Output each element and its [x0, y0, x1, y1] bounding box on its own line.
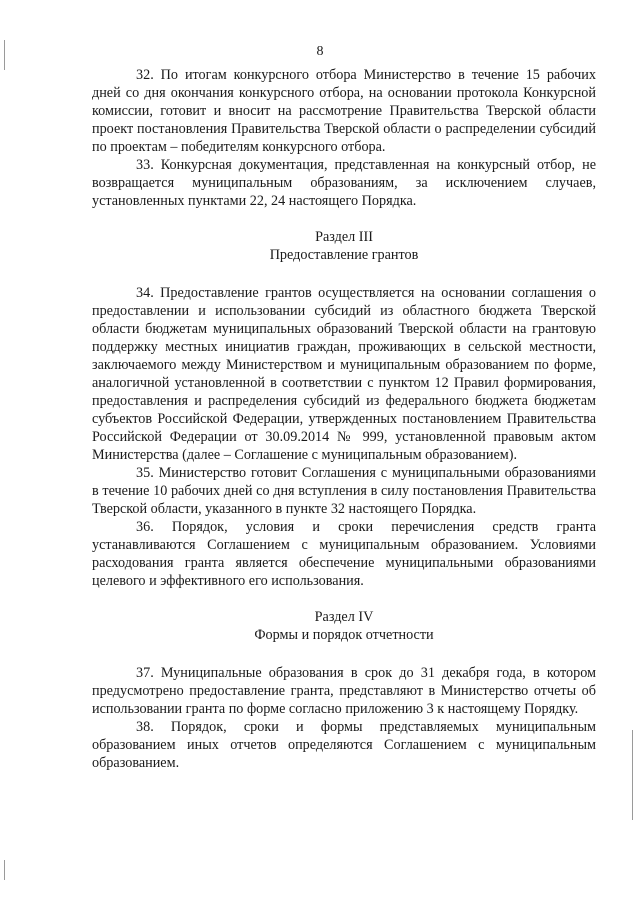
scan-edge-mark-right: [632, 730, 633, 820]
paragraph-38: 38. Порядок, сроки и формы представляемых муниципальным образованием иных отчетов определяются Соглашением с муниципальным образованием.: [92, 719, 596, 771]
document-body: [92, 66, 596, 772]
page-number: 8: [316, 44, 324, 59]
paragraph-33: 33. Конкурсная документация, представленная на конкурсный отбор, не возвращается муниципальным образованиям, за исключением случаев, установленных пунктами 22, 24 настоящего Порядка.: [92, 157, 596, 209]
paragraph-34: 34. Предоставление грантов осуществляется на основании соглашения о предоставлении и использовании субсидий из областного бюджета Тверской области бюджетам муниципальных образований Тверской области на грантовую поддержку местных инициатив граждан, проживающих в сельской местности, заключаемого между Министерством и муниципальным образованием по форме, аналогичной установленной в соответствии с пунктом 12 Правил формирования, предоставления и распределения субсидий из федерального бюджета бюджетам субъектов Российской Федерации, утвержденных постановлением Правительства Российской Федерации от 30.09.2014 № 999, установленной правовым актом Министерства (далее – Соглашение с муниципальным образованием).: [92, 285, 596, 463]
scan-edge-mark-left: [4, 40, 5, 70]
scan-edge-mark-left-bottom: [4, 860, 5, 880]
paragraph-36: 36. Порядок, условия и сроки перечисления средств гранта устанавливаются Соглашением с муниципальным образованием. Условиями расходования гранта является обеспечение муниципальными образованиями целевого и эффективного его использования.: [92, 519, 596, 589]
section-4-label: Раздел IV: [314, 609, 374, 625]
section-4-heading: [92, 608, 596, 644]
spacer: [92, 264, 596, 284]
paragraph-35: 35. Министерство готовит Соглашения с муниципальными образованиями в течение 10 рабочих дней со дня вступления в силу постановления Правительства Тверской области, указанного в пункте 32 настоящего Порядка.: [92, 465, 596, 517]
spacer: [92, 644, 596, 664]
spacer: [92, 590, 596, 608]
section-3-heading: [92, 228, 596, 264]
paragraph-37: 37. Муниципальные образования в срок до 31 декабря года, в котором предусмотрено предоставление гранта, представляют в Министерство отчеты об использовании гранта по форме согласно приложению 3 к настоящему Порядку.: [92, 665, 596, 717]
section-3-label: Раздел III: [315, 229, 373, 245]
paragraph-32: 32. По итогам конкурсного отбора Министерство в течение 15 рабочих дней со дня окончания конкурсного отбора, на основании протокола Конкурсной комиссии, готовит и вносит на рассмотрение Правительства Тверской области проект постановления Правительства Тверской области о распределении субсидий по проектам – победителям конкурсного отбора.: [92, 67, 596, 155]
section-4-title: Формы и порядок отчетности: [254, 627, 434, 643]
section-3-title: Предоставление грантов: [269, 247, 419, 263]
spacer: [92, 210, 596, 228]
